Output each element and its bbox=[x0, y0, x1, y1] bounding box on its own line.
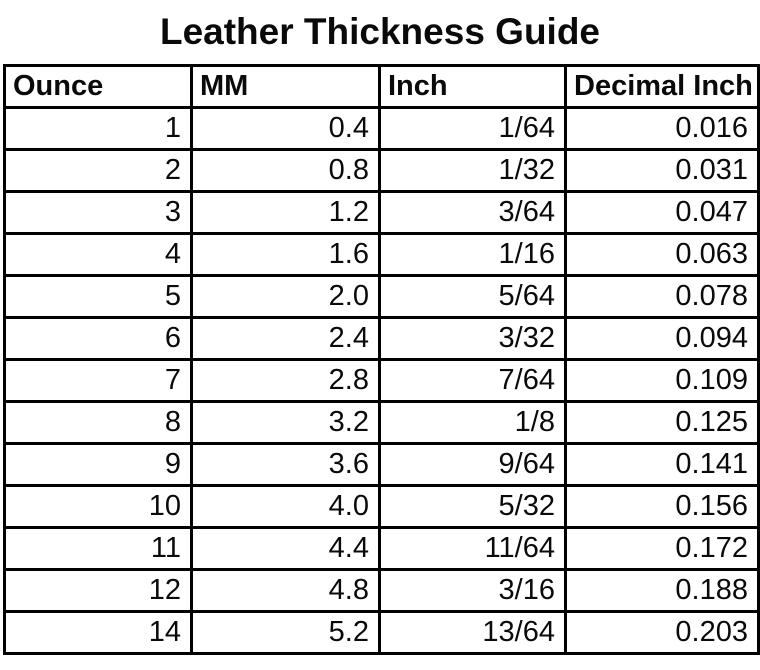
page-title: Leather Thickness Guide bbox=[159, 11, 601, 52]
cell-decimal-inch: 0.109 bbox=[566, 360, 759, 402]
cell-inch: 5/32 bbox=[380, 486, 566, 528]
cell-mm: 1.2 bbox=[192, 192, 380, 234]
cell-inch: 13/64 bbox=[380, 612, 566, 654]
table-row bbox=[5, 570, 759, 612]
cell-decimal-inch: 0.016 bbox=[566, 108, 759, 150]
cell-inch: 3/64 bbox=[380, 192, 566, 234]
column-header-inch: Inch bbox=[380, 66, 566, 108]
table-row bbox=[5, 360, 759, 402]
cell-mm: 4.4 bbox=[192, 528, 380, 570]
cell-decimal-inch: 0.156 bbox=[566, 486, 759, 528]
cell-inch: 3/32 bbox=[380, 318, 566, 360]
cell-inch: 3/16 bbox=[380, 570, 566, 612]
cell-ounce: 14 bbox=[5, 612, 192, 654]
cell-decimal-inch: 0.047 bbox=[566, 192, 759, 234]
table-row bbox=[5, 402, 759, 444]
cell-decimal-inch: 0.078 bbox=[566, 276, 759, 318]
cell-ounce: 8 bbox=[5, 402, 192, 444]
cell-ounce: 4 bbox=[5, 234, 192, 276]
column-header-decimal-inch: Decimal Inch bbox=[566, 66, 759, 108]
cell-decimal-inch: 0.094 bbox=[566, 318, 759, 360]
cell-ounce: 1 bbox=[5, 108, 192, 150]
cell-inch: 11/64 bbox=[380, 528, 566, 570]
cell-mm: 4.0 bbox=[192, 486, 380, 528]
cell-decimal-inch: 0.188 bbox=[566, 570, 759, 612]
cell-decimal-inch: 0.125 bbox=[566, 402, 759, 444]
table-row bbox=[5, 150, 759, 192]
cell-ounce: 11 bbox=[5, 528, 192, 570]
cell-mm: 0.4 bbox=[192, 108, 380, 150]
table-header bbox=[5, 66, 759, 108]
cell-inch: 1/16 bbox=[380, 234, 566, 276]
cell-mm: 5.2 bbox=[192, 612, 380, 654]
cell-decimal-inch: 0.141 bbox=[566, 444, 759, 486]
table-row bbox=[5, 276, 759, 318]
thickness-table bbox=[3, 64, 760, 655]
column-header-ounce: Ounce bbox=[5, 66, 192, 108]
cell-ounce: 5 bbox=[5, 276, 192, 318]
cell-decimal-inch: 0.063 bbox=[566, 234, 759, 276]
cell-decimal-inch: 0.203 bbox=[566, 612, 759, 654]
table-row bbox=[5, 318, 759, 360]
cell-ounce: 9 bbox=[5, 444, 192, 486]
header-row bbox=[5, 66, 759, 108]
cell-ounce: 2 bbox=[5, 150, 192, 192]
cell-inch: 1/32 bbox=[380, 150, 566, 192]
table-row bbox=[5, 612, 759, 654]
table-row bbox=[5, 528, 759, 570]
cell-inch: 7/64 bbox=[380, 360, 566, 402]
cell-mm: 2.0 bbox=[192, 276, 380, 318]
cell-mm: 3.6 bbox=[192, 444, 380, 486]
table-row bbox=[5, 234, 759, 276]
column-header-mm: MM bbox=[192, 66, 380, 108]
table-row bbox=[5, 444, 759, 486]
cell-mm: 0.8 bbox=[192, 150, 380, 192]
cell-mm: 3.2 bbox=[192, 402, 380, 444]
title-bar bbox=[0, 0, 760, 64]
cell-decimal-inch: 0.031 bbox=[566, 150, 759, 192]
cell-mm: 2.4 bbox=[192, 318, 380, 360]
cell-mm: 1.6 bbox=[192, 234, 380, 276]
table-row bbox=[5, 486, 759, 528]
cell-ounce: 10 bbox=[5, 486, 192, 528]
cell-decimal-inch: 0.172 bbox=[566, 528, 759, 570]
table-body bbox=[5, 108, 759, 654]
cell-inch: 1/64 bbox=[380, 108, 566, 150]
cell-ounce: 7 bbox=[5, 360, 192, 402]
cell-ounce: 12 bbox=[5, 570, 192, 612]
cell-ounce: 6 bbox=[5, 318, 192, 360]
table-row bbox=[5, 108, 759, 150]
cell-inch: 1/8 bbox=[380, 402, 566, 444]
cell-inch: 5/64 bbox=[380, 276, 566, 318]
cell-mm: 4.8 bbox=[192, 570, 380, 612]
cell-mm: 2.8 bbox=[192, 360, 380, 402]
cell-inch: 9/64 bbox=[380, 444, 566, 486]
table-row bbox=[5, 192, 759, 234]
cell-ounce: 3 bbox=[5, 192, 192, 234]
